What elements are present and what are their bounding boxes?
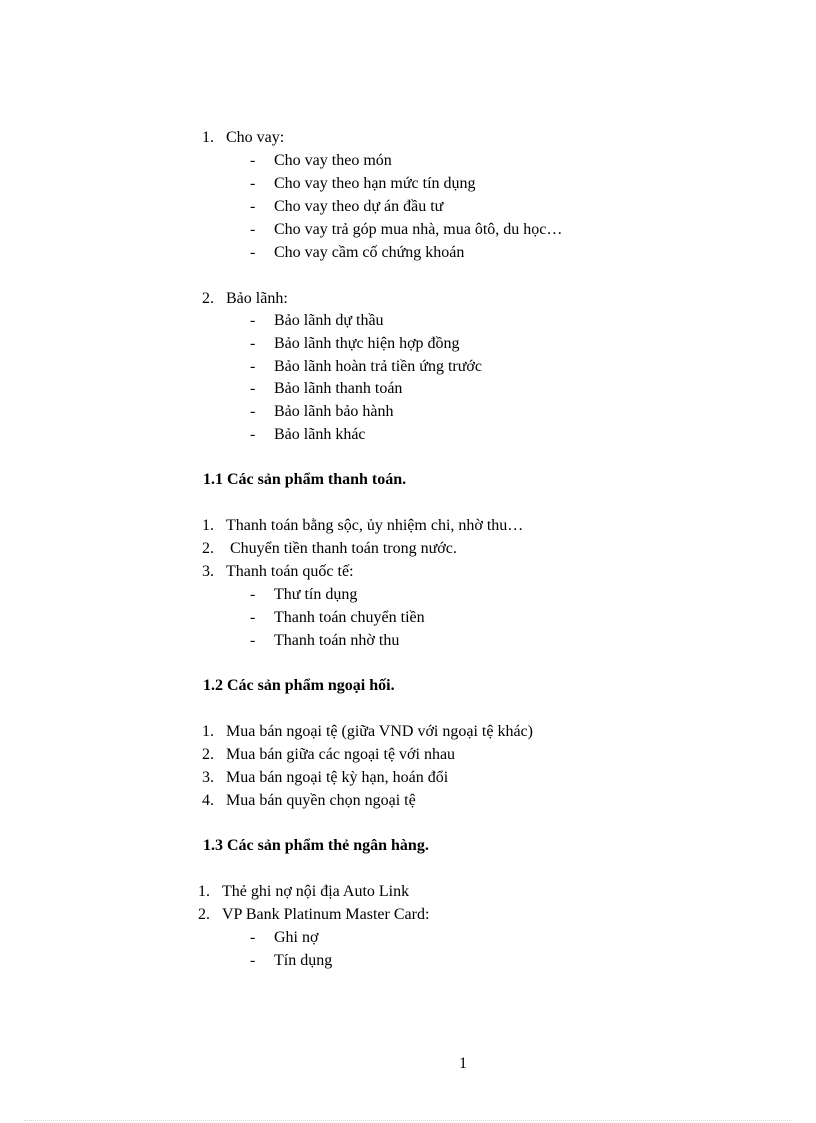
list-number: 3. <box>202 563 214 580</box>
list-number: 1. <box>198 883 210 900</box>
list-item: Bảo lãnh thanh toán <box>274 380 403 397</box>
dash-bullet: - <box>250 221 256 238</box>
heading-forex-products: 1.2 Các sản phẩm ngoại hối. <box>203 677 395 694</box>
dash-bullet: - <box>250 244 256 261</box>
list-item: Thẻ ghi nợ nội địa Auto Link <box>222 883 410 900</box>
dash-bullet: - <box>250 175 256 192</box>
dash-bullet: - <box>250 312 256 329</box>
list-number: 4. <box>202 792 214 809</box>
dash-bullet: - <box>250 952 256 969</box>
list-item: Thanh toán bằng sộc, ủy nhiệm chi, nhờ thu… <box>226 517 524 534</box>
list-item: Cho vay cầm cố chứng khoán <box>274 244 465 261</box>
list-item: Cho vay theo món <box>274 152 392 169</box>
list-item: Bảo lãnh hoàn trả tiền ứng trước <box>274 358 482 375</box>
dash-bullet: - <box>250 426 256 443</box>
list-item: Bảo lãnh khác <box>274 426 366 443</box>
list-item: VP Bank Platinum Master Card: <box>222 906 430 923</box>
list-item: Mua bán ngoại tệ (giữa VND với ngoại tệ khác) <box>226 723 533 740</box>
dash-bullet: - <box>250 609 256 626</box>
list-item: Mua bán quyền chọn ngoại tệ <box>226 792 416 809</box>
list-number: 1. <box>202 723 214 740</box>
dash-bullet: - <box>250 632 256 649</box>
list-item: Bảo lãnh thực hiện hợp đồng <box>274 335 460 352</box>
list-item: Bảo lãnh bảo hành <box>274 403 394 420</box>
dash-bullet: - <box>250 380 256 397</box>
list-item: Mua bán giữa các ngoại tệ với nhau <box>226 746 456 763</box>
list-item: Thanh toán chuyển tiền <box>274 609 425 626</box>
list-item: Chuyển tiền thanh toán trong nước. <box>226 540 457 557</box>
dash-bullet: - <box>250 929 256 946</box>
list-item: Thanh toán nhờ thu <box>274 632 400 649</box>
list-number: 2. <box>202 290 214 307</box>
dash-bullet: - <box>250 586 256 603</box>
list-number: 2. <box>202 540 214 557</box>
dash-bullet: - <box>250 152 256 169</box>
list-item: Bảo lãnh dự thầu <box>274 312 384 329</box>
list-item: Thanh toán quốc tế: <box>226 563 354 580</box>
list-item: Thư tín dụng <box>274 586 358 603</box>
section-title-guarantees: Bảo lãnh: <box>226 290 288 307</box>
dash-bullet: - <box>250 403 256 420</box>
heading-payment-products: 1.1 Các sản phẩm thanh toán. <box>203 471 407 488</box>
list-number: 2. <box>202 746 214 763</box>
heading-card-products: 1.3 Các sản phẩm thẻ ngân hàng. <box>203 837 429 854</box>
page-bottom-divider <box>24 1120 792 1121</box>
page-number: 1 <box>459 1055 467 1072</box>
list-number: 3. <box>202 769 214 786</box>
list-number: 1. <box>202 129 214 146</box>
dash-bullet: - <box>250 358 256 375</box>
list-number: 1. <box>202 517 214 534</box>
list-item: Cho vay theo dự án đầu tư <box>274 198 444 215</box>
section-title-loans: Cho vay: <box>226 129 285 146</box>
list-item: Cho vay trả góp mua nhà, mua ôtô, du học… <box>274 221 563 238</box>
list-number: 2. <box>198 906 210 923</box>
dash-bullet: - <box>250 198 256 215</box>
list-item: Mua bán ngoại tệ kỳ hạn, hoán đổi <box>226 769 449 786</box>
list-item: Ghi nợ <box>274 929 319 946</box>
list-item: Cho vay theo hạn mức tín dụng <box>274 175 476 192</box>
list-item: Tín dụng <box>274 952 333 969</box>
dash-bullet: - <box>250 335 256 352</box>
